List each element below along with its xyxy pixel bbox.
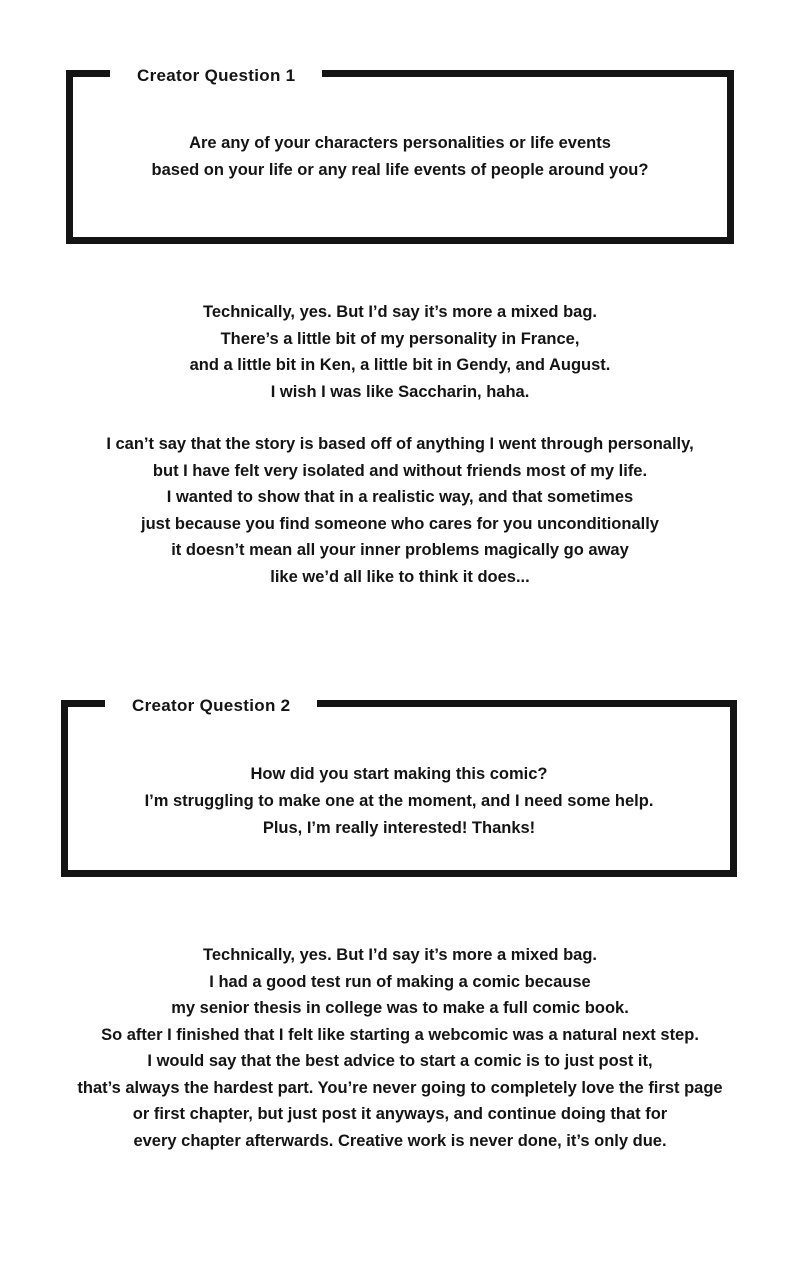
answer-line: Technically, yes. But I’d say it’s more a mixed bag. <box>202 303 597 321</box>
answer-line: it doesn’t mean all your inner problems magically go away <box>171 541 629 559</box>
answer-block-2 <box>0 942 800 1154</box>
answer-line: I had a good test run of making a comic because <box>209 972 591 991</box>
answer-2-paragraph-1 <box>0 942 800 1154</box>
answer-line: So after I finished that I felt like starting a webcomic was a natural next step. <box>101 1025 699 1044</box>
question-box-1-title: Creator Question 1 <box>110 61 322 90</box>
answer-line: I can’t say that the story is based off of anything I went through personally, <box>106 435 694 453</box>
answer-line: that’s always the hardest part. You’re never going to completely love the first page <box>77 1078 723 1097</box>
answer-line: I would say that the best advice to start a comic is to just post it, <box>147 1052 653 1070</box>
answer-line: There’s a little bit of my personality in France, <box>220 329 580 348</box>
answer-line: I wanted to show that in a realistic way, and that sometimes <box>166 488 634 506</box>
question-2-line: I’m struggling to make one at the moment, and I need some help. <box>144 792 654 810</box>
answer-line: but I have felt very isolated and without friends most of my life. <box>152 461 648 480</box>
answer-block-1 <box>0 299 800 590</box>
question-1-line: based on your life or any real life events of people around you? <box>151 161 649 179</box>
question-1-line: Are any of your characters personalities or life events <box>189 134 611 152</box>
answer-line: like we’d all like to think it does... <box>270 567 530 586</box>
answer-line: I wish I was like Saccharin, haha. <box>270 382 530 401</box>
question-box-2 <box>61 696 737 877</box>
answer-line: every chapter afterwards. Creative work is never done, it’s only due. <box>133 1131 667 1150</box>
question-box-1 <box>66 66 734 244</box>
answer-1-paragraph-2 <box>0 431 800 590</box>
answer-line: Technically, yes. But I’d say it’s more a mixed bag. <box>202 946 597 964</box>
question-2-line: How did you start making this comic? <box>250 765 548 783</box>
answer-line: and a little bit in Ken, a little bit in Gendy, and August. <box>189 356 611 374</box>
answer-1-paragraph-1 <box>0 299 800 405</box>
answer-line: my senior thesis in college was to make a full comic book. <box>171 999 629 1017</box>
answer-line: or first chapter, but just post it anyways, and continue doing that for <box>132 1105 668 1123</box>
answer-line: just because you find someone who cares for you unconditionally <box>140 514 659 533</box>
question-box-2-title: Creator Question 2 <box>105 691 317 720</box>
question-2-line: Plus, I’m really interested! Thanks! <box>262 819 536 837</box>
